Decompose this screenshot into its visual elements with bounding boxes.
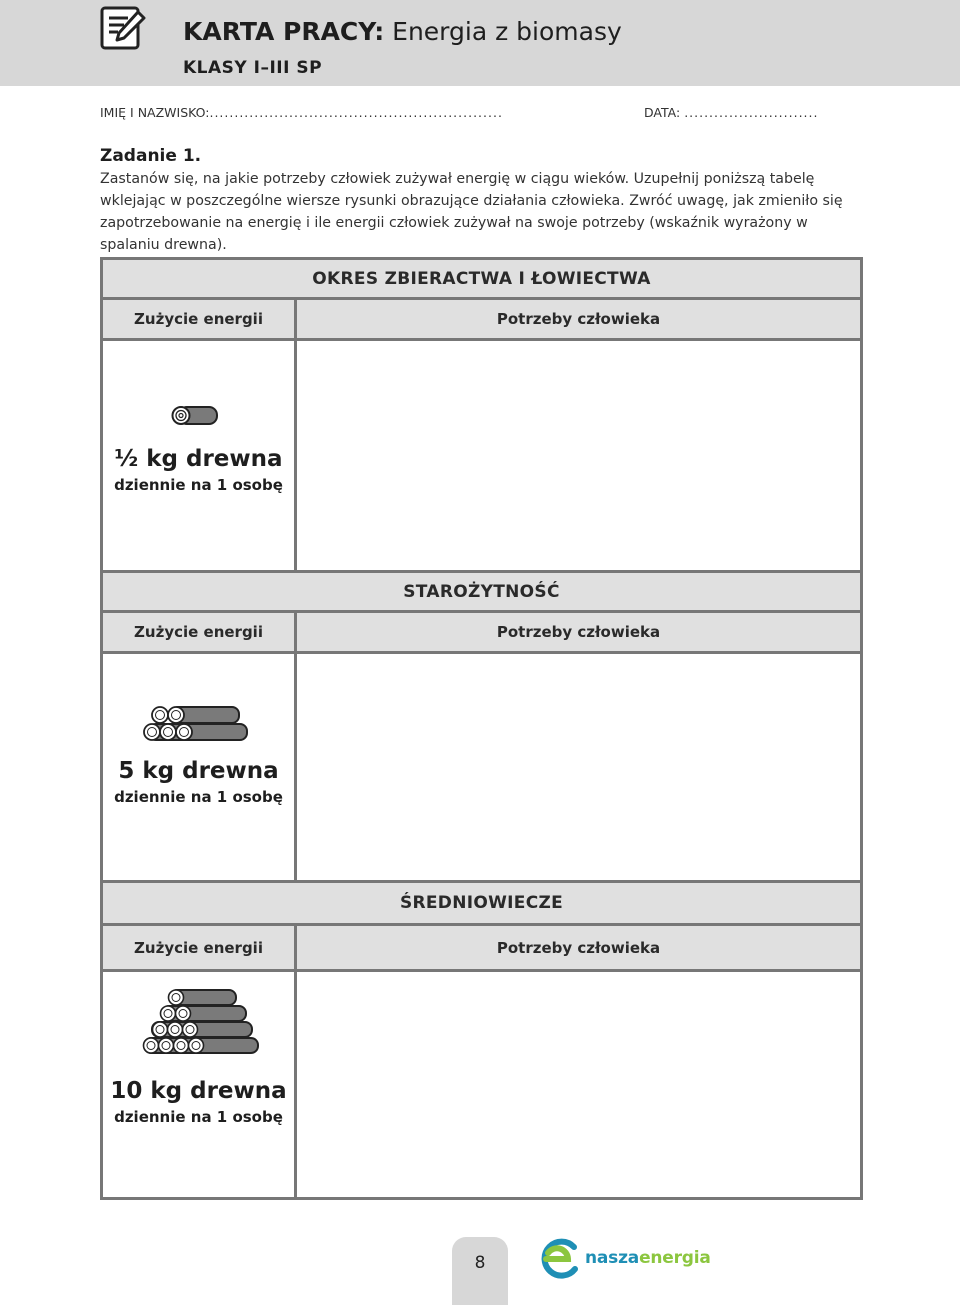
needs-cell[interactable] [297,972,860,1197]
section-title: ŚREDNIOWIECZE [103,880,860,926]
section-title: OKRES ZBIERACTWA I ŁOWIECTWA [103,260,860,300]
date-field[interactable]: DATA: ........................... [644,105,819,120]
needs-cell[interactable] [297,654,860,880]
energy-amount: ½ kg drewna [114,446,283,472]
energy-amount: 5 kg drewna [118,758,279,784]
section-title: STAROŻYTNOŚĆ [103,570,860,613]
log-pile-large-icon [138,987,262,1059]
name-field[interactable]: IMIĘ I NAZWISKO:........................................................... [100,105,503,120]
energy-amount: 10 kg drewna [110,1078,287,1104]
column-header-energy: Zużycie energii [103,926,297,969]
energy-cell [103,654,297,880]
single-log-icon [170,404,220,428]
column-header-energy: Zużycie energii [103,613,297,651]
page-number: 8 [474,1253,486,1273]
worksheet-pencil-icon [100,4,146,50]
column-header-needs: Potrzeby człowieka [496,623,661,641]
energy-cell [103,972,297,1197]
energy-per-person: dziennie na 1 osobę [114,476,283,494]
column-header-row [103,613,860,654]
page-subtitle: KLASY I–III SP [183,58,323,78]
column-header-needs: Potrzeby człowieka [496,310,661,328]
task-title: Zadanie 1. [100,146,202,166]
page-title: KARTA PRACY: Energia z biomasy [183,17,622,46]
column-header-energy: Zużycie energii [103,300,297,338]
energy-per-person: dziennie na 1 osobę [114,788,283,806]
task-description: Zastanów się, na jakie potrzeby człowiek zużywał energię w ciągu wieków. Uzupełnij poniższą tabelę wklejając w poszczególne wiersze rysunki obrazujące działania człowieka. Zwróć uwagę, jak zmieniło się zapotrzebowanie na energię i ile energii człowiek zużywał na swoje potrzeby (wskaźnik wyrażony w spalaniu drewna). [100,171,843,253]
log-pile-small-icon [143,704,249,744]
nasza-energia-logo-text: naszaenergia [585,1248,711,1268]
column-header-needs: Potrzeby człowieka [496,938,661,957]
column-header-row [103,300,860,341]
needs-cell[interactable] [297,341,860,570]
column-header-row [103,926,860,972]
energy-per-person: dziennie na 1 osobę [114,1108,283,1126]
energy-table [100,257,863,1200]
energy-cell [103,341,297,570]
